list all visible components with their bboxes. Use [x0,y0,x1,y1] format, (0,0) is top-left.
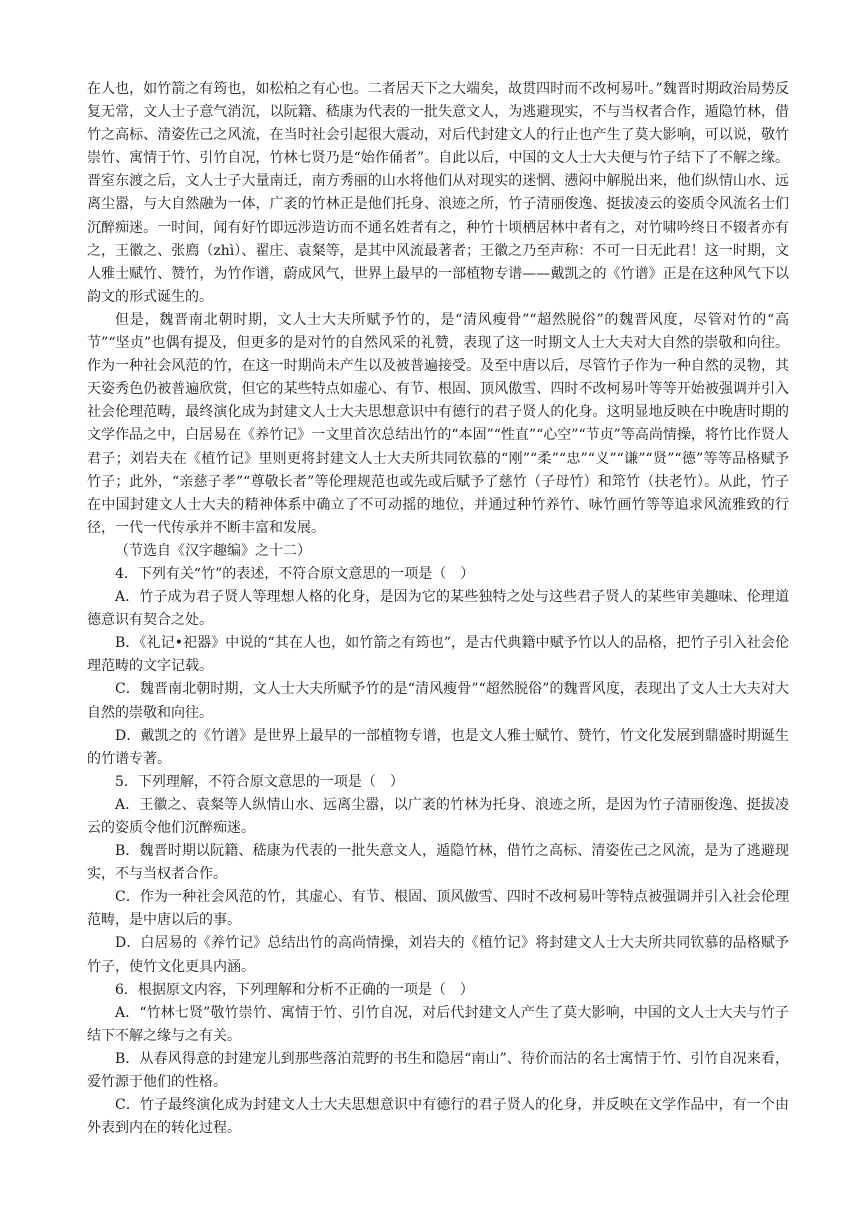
option-b: B．《礼记•祀器》中说的“其在人也，如竹箭之有筠也”，是古代典籍中赋予竹以人的品格，把竹子引入社会伦理范畴的文字记载。 [87,635,789,675]
option-b: B．魏晋时期以阮籍、嵇康为代表的一批失意文人，遁隐竹林，借竹之高标、清姿佐己之风流，是为了逃避现实，不与当权者合作。 [87,843,789,883]
question-5 [87,771,789,979]
option-a: A．王徽之、袁粲等人纵情山水、远离尘嚣，以广袤的竹林为托身、浪迹之所，是因为竹子清丽俊逸、挺拔凌云的姿质令他们沉醉痴迷。 [87,796,789,836]
passage-paragraph-2: 但是，魏晋南北朝时期，文人士大夫所赋予竹的，是“清风瘦骨”“超然脱俗”的魏晋风度，尽管对竹的“高节”“坚贞”也偶有提及，但更多的是对竹的自然风采的礼赞，表现了这一时期文人士大夫对大自然的崇敬和向往。作为一种社会风范的竹，在这一时期尚未产生以及被普遍接受。及至中唐以后，尽管竹子作为一种自然的灵物，其天姿秀色仍被普遍欣赏，但它的某些特点如虚心、有节、根固、顶风傲雪、四时不改柯易叶等等开始被强调并引入社会伦理范畴，最终演化成为封建文人士大夫思想意识中有德行的君子贤人的化身。这明显地反映在中晚唐时期的文学作品之中，白居易在《养竹记》一文里首次总结出竹的“本固”“性直”“心空”“节贞”等高尚情操，将竹比作贤人君子；刘岩夫在《植竹记》里则更将封建文人士大夫所共同钦慕的“刚”“柔”“忠”“义”“谦”“贤”“德”等等品格赋予竹子；此外，“亲慈子孝”“尊敬长者”等伦理规范也或先或后赋予了慈竹（子母竹）和筇竹（扶老竹）。从此，竹子在中国封建文人士大夫的精神体系中确立了不可动摇的地位，并通过种竹养竹、咏竹画竹等等追求风流雅致的行径，一代一代传承并不断丰富和发展。 [87,311,789,536]
question-stem: 4．下列有关“竹”的表述，不符合原文意思的一项是（ ） [115,565,475,582]
question-stem: 6．根据原文内容，下列理解和分析不正确的一项是（ ） [115,981,474,998]
option-a: A．竹子成为君子贤人等理想人格的化身，是因为它的某些独特之处与这些君子贤人的某些审美趣味、伦理道德意识有契合之处。 [87,589,789,629]
option-c: C．竹子最终演化成为封建文人士大夫思想意识中有德行的君子贤人的化身，并反映在文学作品中，有一个由外表到内在的转化过程。 [87,1097,789,1137]
option-b: B．从春风得意的封建宠儿到那些落泊荒野的书生和隐居“南山”、待价而沽的名士寓情于竹、引竹自况来看，爱竹源于他们的性格。 [87,1050,789,1091]
option-d: D．白居易的《养竹记》总结出竹的高尚情操，刘岩夫的《植竹记》将封建文人士大夫所共同钦慕的品格赋予竹子，使竹文化更具内涵。 [87,935,789,975]
question-4 [87,563,789,771]
passage-source: （节选自《汉字趣编》之十二） [115,542,311,559]
question-stem: 5．下列理解，不符合原文意思的一项是（ ） [115,773,404,790]
passage-paragraph-1: 在人也，如竹箭之有筠也，如松柏之有心也。二者居天下之大端矣，故贯四时而不改柯易叶。”魏晋时期政治局势反复无常，文人士子意气消沉，以阮籍、嵇康为代表的一批失意文人，为逃避现实，不与当权者合作，遁隐竹林，借竹之高标、清姿佐己之风流，在当时社会引起很大震动，对后代封建文人的行止也产生了莫大影响，可以说，敬竹崇竹、寓情于竹、引竹自况，竹林七贤乃是“始作俑者”。自此以后，中国的文人士大夫便与竹子结下了不解之缘。晋室东渡之后，文人士子大量南迁，南方秀丽的山水将他们从对现实的迷惘、懑闷中解脱出来，他们纵情山水、远离尘嚣，与大自然融为一体，广袤的竹林正是他们托身、浪迹之所，竹子清丽俊逸、挺拔凌云的姿质令风流名士们沉醉痴迷。一时间，闻有好竹即远涉造访而不通名姓者有之，种竹十顷栖居林中者有之，对竹啸吟终日不辍者亦有之，王徽之、张廌（zhì）、翟庄、袁粲等，是其中风流最著者；王徽之乃至声称：不可一日无此君！这一时期，文人雅士赋竹、赞竹，为竹作谱，蔚成风气，世界上最早的一部植物专谱——戴凯之的《竹谱》正是在这种风气下以韵文的形式诞生的。 [87,81,789,305]
question-6 [87,979,789,1141]
option-a: A．“竹林七贤”敬竹崇竹、寓情于竹、引竹自况，对后代封建文人产生了莫大影响，中国的文人士大夫与竹子结下不解之缘与之有关。 [87,1004,789,1044]
option-c: C．魏晋南北朝时期，文人士大夫所赋予竹的是“清风瘦骨”“超然脱俗”的魏晋风度，表现出了文人士大夫对大自然的崇敬和向往。 [87,681,789,721]
option-c: C．作为一种社会风范的竹，其虚心、有节、根固、顶风傲雪、四时不改柯易叶等特点被强调并引入社会伦理范畴，是中唐以后的事。 [87,889,789,929]
option-d: D．戴凯之的《竹谱》是世界上最早的一部植物专谱，也是文人雅士赋竹、赞竹，竹文化发展到鼎盛时期诞生的竹谱专著。 [87,727,789,767]
